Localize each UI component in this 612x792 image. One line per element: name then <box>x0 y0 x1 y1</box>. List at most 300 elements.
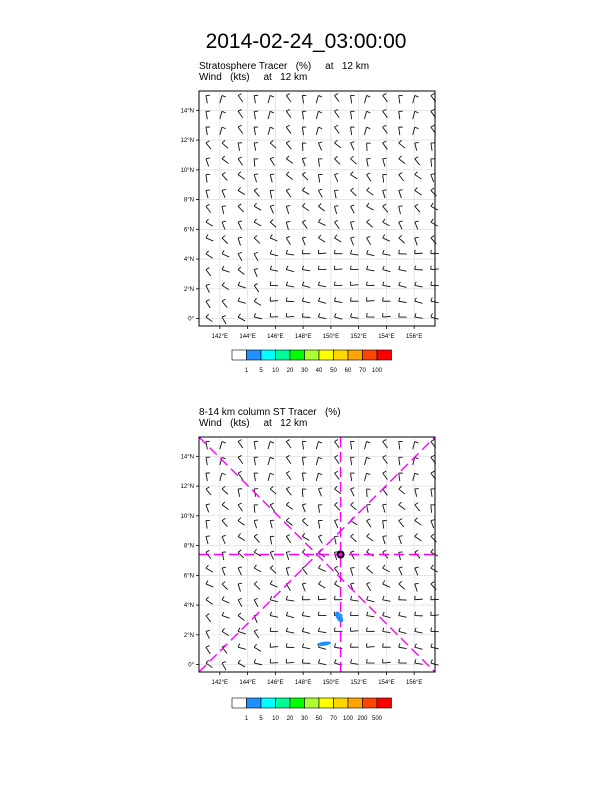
barb-flag <box>351 142 355 143</box>
barb-shaft <box>399 206 401 214</box>
wind-barb <box>399 519 404 527</box>
wind-barb <box>286 282 294 287</box>
barb-shaft <box>222 552 224 560</box>
barb-shaft <box>286 552 288 560</box>
wind-barb <box>220 127 226 135</box>
wind-barb <box>222 140 228 148</box>
barb-flag <box>399 221 403 222</box>
barb-flag <box>254 598 258 599</box>
wind-barb <box>399 659 407 663</box>
wind-barb <box>399 140 405 148</box>
wind-barb <box>351 111 355 119</box>
wind-barb <box>334 266 342 270</box>
x-tick-label: 152°E <box>350 334 367 340</box>
barb-shaft <box>238 285 246 287</box>
barb-flag <box>206 235 208 238</box>
barb-flag <box>270 205 274 206</box>
barb-flag <box>334 94 338 96</box>
barb-flag <box>367 612 368 616</box>
barb-flag <box>222 486 225 489</box>
wind-barb <box>399 250 407 254</box>
barb-shaft <box>220 127 222 135</box>
barb-shaft <box>351 317 359 318</box>
barb-flag <box>318 189 322 190</box>
wind-barb <box>364 95 370 103</box>
barb-flag <box>351 237 355 238</box>
x-tick-label: 152°E <box>350 680 367 686</box>
barb-shaft <box>367 270 375 271</box>
barb-flag <box>286 471 290 473</box>
wind-barb <box>254 313 262 318</box>
barb-shaft <box>268 473 270 481</box>
barb-flag <box>206 597 209 600</box>
wind-barb <box>413 441 419 449</box>
wind-barb <box>351 457 355 465</box>
x-tick-label: 144°E <box>239 334 256 340</box>
colorbar-label: 1 <box>244 716 249 722</box>
barb-shaft <box>286 206 288 214</box>
wind-barb <box>222 236 228 244</box>
wind-barb <box>286 612 294 618</box>
barb-shaft <box>270 600 278 602</box>
wind-barb <box>254 473 258 481</box>
barb-flag <box>270 473 274 475</box>
barb-flag <box>286 172 289 175</box>
barb-flag <box>206 141 209 143</box>
barb-shaft <box>351 254 359 255</box>
barb-shaft <box>206 143 211 149</box>
barb-shaft <box>415 521 422 525</box>
barb-flag <box>334 235 336 238</box>
panel2-plot <box>181 437 439 722</box>
barb-flag <box>399 628 401 632</box>
wind-barb <box>334 536 338 544</box>
wind-barb <box>367 173 371 181</box>
wind-barb <box>270 503 274 511</box>
barb-shaft <box>399 301 407 302</box>
barb-flag <box>254 188 257 190</box>
barb-shaft <box>364 127 366 135</box>
wind-barb <box>286 141 291 149</box>
barb-shaft <box>351 95 352 103</box>
barb-flag <box>238 125 242 127</box>
wind-barb <box>286 125 291 133</box>
barb-flag <box>415 518 418 521</box>
barb-flag <box>351 188 354 191</box>
barb-shaft <box>238 206 244 212</box>
colorbar-swatch <box>276 698 291 708</box>
wind-barb <box>415 612 423 616</box>
wind-barb <box>399 235 405 243</box>
barb-shaft <box>302 285 310 287</box>
barb-shaft <box>206 647 210 654</box>
barb-flag <box>238 221 242 222</box>
wind-barb <box>286 471 291 479</box>
barb-flag <box>367 250 369 254</box>
wind-barb <box>334 250 342 254</box>
wind-barb <box>351 172 358 179</box>
barb-flag <box>238 644 240 648</box>
barb-shaft <box>383 316 391 317</box>
colorbar-swatch <box>276 350 291 360</box>
barb-shaft <box>270 616 278 618</box>
wind-barb <box>367 505 371 513</box>
wind-barb <box>222 596 229 603</box>
barb-flag <box>302 250 303 254</box>
barb-flag <box>206 251 209 254</box>
wind-barb <box>334 206 338 214</box>
wind-barb <box>206 536 210 544</box>
barb-flag <box>206 158 210 159</box>
colorbar-swatch <box>377 350 392 360</box>
barb-shaft <box>238 505 243 512</box>
barb-flag <box>270 503 274 505</box>
barb-shaft <box>431 505 432 513</box>
barb-shaft <box>334 552 336 560</box>
wind-barb <box>351 95 355 103</box>
barb-flag <box>222 189 226 190</box>
wind-barb <box>383 440 388 448</box>
barb-flag <box>383 471 387 473</box>
barb-shaft <box>364 473 366 481</box>
barb-shaft <box>222 600 229 603</box>
barb-shaft <box>222 521 227 527</box>
wind-barb <box>238 314 245 321</box>
barb-flag <box>399 250 400 254</box>
barb-flag <box>318 282 319 286</box>
barb-shaft <box>318 505 319 513</box>
x-tick-label: 148°E <box>294 680 312 686</box>
wind-barb <box>238 455 243 463</box>
barb-flag <box>270 441 274 443</box>
barb-shaft <box>268 441 270 449</box>
barb-shaft <box>399 159 405 164</box>
barb-shaft <box>318 206 324 211</box>
wind-barb <box>270 581 277 588</box>
colorbar-label: 70 <box>359 368 366 374</box>
colorbar-label: 100 <box>371 368 383 374</box>
barb-flag <box>367 173 371 175</box>
barb-shaft <box>351 206 355 213</box>
barb-flag <box>238 204 241 206</box>
barb-shaft <box>222 536 225 543</box>
barb-shaft <box>222 568 225 575</box>
barb-shaft <box>206 190 208 198</box>
wind-barb <box>254 520 258 528</box>
wind-barb <box>316 127 322 135</box>
wind-barb <box>351 297 359 301</box>
barb-shaft <box>415 238 417 246</box>
barb-flag <box>318 313 319 317</box>
barb-flag <box>318 95 322 97</box>
wind-barb <box>351 127 355 135</box>
barb-flag <box>222 441 226 443</box>
wind-barb <box>286 109 291 117</box>
barb-flag <box>286 141 289 143</box>
wind-barb <box>318 203 324 211</box>
barb-flag <box>302 172 305 174</box>
barb-shaft <box>367 159 369 167</box>
barb-shaft <box>367 616 375 617</box>
barb-flag <box>431 440 435 442</box>
barb-shaft <box>302 616 310 617</box>
barb-shaft <box>286 441 291 447</box>
barb-shaft <box>302 505 305 512</box>
x-tick-label: 146°E <box>267 334 284 340</box>
barb-shaft <box>302 647 310 649</box>
wind-barb <box>254 252 258 260</box>
barb-flag <box>415 503 418 505</box>
x-tick-label: 154°E <box>378 680 395 686</box>
wind-barb <box>238 157 243 165</box>
barb-flag <box>238 598 242 599</box>
barb-shaft <box>318 190 322 197</box>
barb-flag <box>415 628 416 632</box>
wind-barb <box>367 297 375 301</box>
barb-shaft <box>399 127 400 135</box>
barb-flag <box>399 581 402 584</box>
barb-shaft <box>415 647 423 649</box>
wind-barb <box>254 235 260 243</box>
barb-shaft <box>367 505 369 513</box>
barb-shaft <box>367 222 373 227</box>
barb-shaft <box>222 143 228 148</box>
barb-shaft <box>286 489 291 495</box>
barb-flag <box>318 441 322 443</box>
y-tick-label: 4°N <box>183 603 194 610</box>
x-tick-label: 142°E <box>211 334 229 340</box>
wind-barb <box>399 486 405 494</box>
wind-barb <box>351 281 359 285</box>
barb-flag <box>238 187 241 190</box>
barb-flag <box>254 630 258 632</box>
barb-shaft <box>270 536 271 544</box>
barb-shaft <box>286 316 294 317</box>
colorbar-label: 40 <box>315 368 323 374</box>
wind-barb <box>206 581 213 588</box>
barb-shaft <box>351 631 359 632</box>
wind-barb <box>383 471 388 479</box>
barb-shaft <box>222 616 230 619</box>
barb-flag <box>286 628 287 632</box>
barb-flag <box>415 583 419 584</box>
barb-shaft <box>206 301 210 308</box>
barb-shaft <box>254 521 256 529</box>
wind-barb <box>399 127 403 135</box>
barb-flag <box>286 297 287 301</box>
barb-flag <box>334 502 337 504</box>
barb-flag <box>286 206 290 207</box>
colorbar-swatch <box>305 350 320 360</box>
wind-barb <box>367 534 374 541</box>
barb-flag <box>351 313 352 317</box>
barb-flag <box>238 471 242 473</box>
barb-shaft <box>268 111 270 119</box>
wind-barb <box>270 520 274 528</box>
barb-shaft <box>270 647 278 648</box>
wind-barb <box>222 567 226 575</box>
barb-shaft <box>399 190 402 198</box>
barb-shaft <box>206 206 211 212</box>
wind-barb <box>364 127 370 135</box>
wind-barb <box>238 660 245 667</box>
wind-barb <box>431 203 438 210</box>
barb-flag <box>238 172 241 175</box>
barb-flag <box>334 173 338 174</box>
barb-shaft <box>286 285 294 287</box>
barb-flag <box>399 156 402 159</box>
barb-flag <box>222 662 226 663</box>
barb-shaft <box>415 190 422 194</box>
barb-flag <box>383 628 384 632</box>
wind-barb <box>268 127 274 135</box>
barb-shaft <box>222 301 227 307</box>
barb-shaft <box>270 552 273 559</box>
wind-barb <box>351 612 359 616</box>
wind-barb <box>334 471 339 479</box>
barb-flag <box>415 659 416 663</box>
barb-shaft <box>415 285 423 287</box>
barb-shaft <box>206 111 207 119</box>
wind-barb <box>254 219 261 226</box>
wind-barb <box>351 488 355 496</box>
y-tick-label: 14°N <box>180 108 194 115</box>
barb-shaft <box>318 536 322 543</box>
wind-barb <box>351 250 359 255</box>
barb-shaft <box>367 175 371 182</box>
barb-flag <box>351 643 352 647</box>
barb-shaft <box>254 647 261 651</box>
wind-barb <box>286 628 294 633</box>
wind-barb <box>415 659 423 664</box>
barb-shaft <box>399 143 405 148</box>
wind-barb <box>364 441 370 449</box>
barb-flag <box>399 282 401 286</box>
barb-shaft <box>286 536 291 543</box>
wind-barb <box>399 502 405 510</box>
barb-flag <box>238 237 242 238</box>
barb-flag <box>383 125 387 127</box>
barb-shaft <box>399 631 407 633</box>
wind-barb <box>302 659 310 663</box>
wind-barb <box>415 237 419 245</box>
barb-flag <box>367 127 371 129</box>
barb-shaft <box>238 568 241 575</box>
wind-barb <box>415 628 423 633</box>
colorbar-label: 10 <box>272 368 279 374</box>
wind-barb <box>318 535 322 543</box>
wind-barb <box>431 565 438 572</box>
barb-flag <box>222 282 225 285</box>
barb-flag <box>431 219 433 222</box>
colorbar-label: 5 <box>259 368 263 374</box>
barb-flag <box>351 250 352 254</box>
wind-barb <box>222 172 227 180</box>
wind-barb <box>415 266 423 270</box>
y-tick-label: 10°N <box>180 167 194 174</box>
barb-shaft <box>254 127 255 135</box>
barb-flag <box>206 300 210 302</box>
barb-shaft <box>222 190 225 197</box>
barb-shaft <box>206 600 213 604</box>
barb-flag <box>238 267 241 270</box>
barb-shaft <box>318 175 319 183</box>
barb-flag <box>351 534 354 537</box>
barb-shaft <box>238 222 241 229</box>
colorbar-label: 50 <box>330 368 337 374</box>
barb-flag <box>415 187 418 190</box>
wind-barb <box>413 111 419 119</box>
barb-shaft <box>302 159 305 166</box>
panel2-subtitle-line2: Wind (kts) at 12 km <box>199 418 308 429</box>
barb-shaft <box>238 521 245 526</box>
colorbar-swatch <box>261 698 276 708</box>
barb-flag <box>351 596 352 600</box>
barb-shaft <box>351 489 355 496</box>
wind-barb <box>415 503 420 511</box>
wind-barb <box>286 643 294 647</box>
barb-flag <box>222 156 225 159</box>
barb-flag <box>286 236 290 238</box>
barb-flag <box>286 440 290 442</box>
wind-barb <box>238 94 243 102</box>
wind-barb <box>415 533 422 540</box>
wind-barb <box>415 644 423 650</box>
barb-shaft <box>415 599 423 600</box>
wind-barb <box>316 473 322 481</box>
x-tick-label: 156°E <box>405 334 423 340</box>
barb-flag <box>383 565 385 568</box>
wind-barb <box>351 156 357 164</box>
wind-barb <box>286 313 294 317</box>
barb-shaft <box>286 127 291 133</box>
barb-flag <box>383 440 387 442</box>
wind-barb <box>270 627 278 631</box>
wind-barb <box>399 266 407 271</box>
colorbar-swatch <box>348 350 363 360</box>
wind-barb <box>206 127 210 135</box>
wind-barb <box>318 219 325 226</box>
wind-barb <box>316 95 322 103</box>
wind-barb <box>399 612 407 617</box>
barb-flag <box>318 457 322 459</box>
wind-barb <box>351 142 355 150</box>
barb-flag <box>222 612 224 616</box>
wind-barb <box>318 659 326 664</box>
barb-flag <box>383 94 387 96</box>
y-tick-label: 2°N <box>183 286 194 293</box>
barb-shaft <box>254 206 261 210</box>
barb-shaft <box>351 457 352 465</box>
wind-barb <box>399 111 403 119</box>
wind-barb <box>415 583 419 591</box>
wind-barb <box>318 250 326 254</box>
barb-shaft <box>206 616 211 622</box>
wind-barb <box>238 644 246 650</box>
barb-shaft <box>334 505 340 511</box>
wind-barb <box>415 204 420 212</box>
barb-shaft <box>399 222 402 229</box>
barb-flag <box>254 235 257 238</box>
barb-shaft <box>399 521 404 527</box>
barb-shaft <box>415 301 423 303</box>
barb-shaft <box>415 568 418 575</box>
barb-flag <box>286 156 289 159</box>
barb-shaft <box>254 95 255 103</box>
barb-flag <box>399 536 403 537</box>
barb-shaft <box>334 95 339 101</box>
barb-flag <box>399 659 400 663</box>
